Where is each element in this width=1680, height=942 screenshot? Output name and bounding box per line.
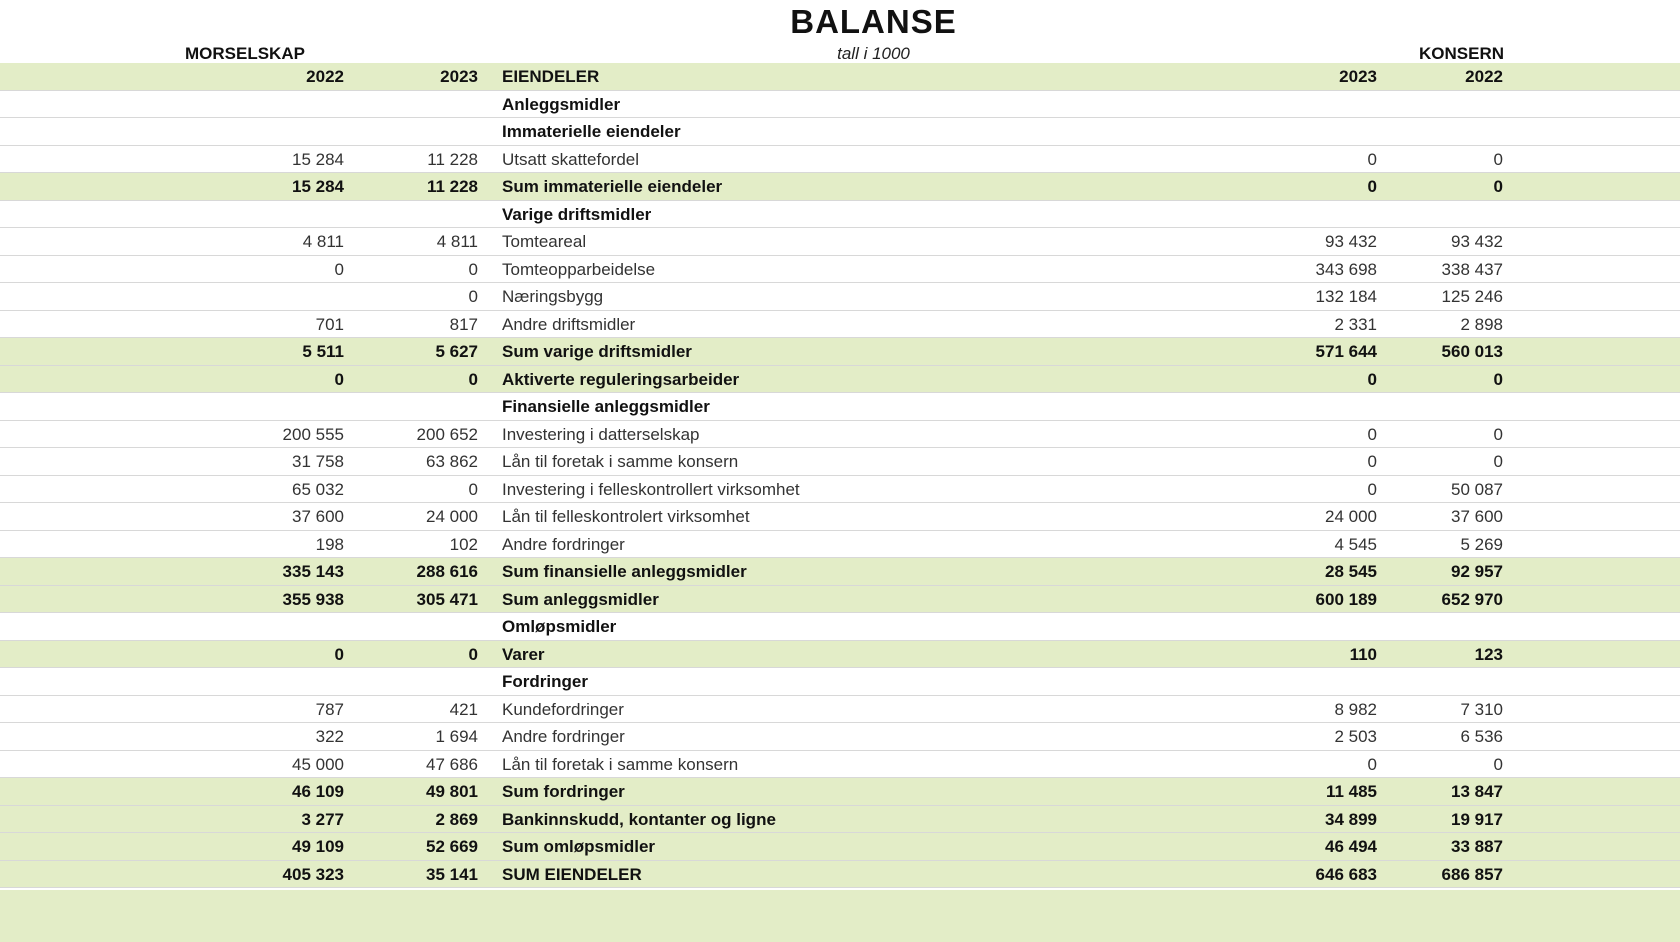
cell-konsern-2023: 11 485 xyxy=(1325,782,1377,801)
header-morselskap-2022: 2022 xyxy=(306,67,344,86)
cell-morselskap-2023: 288 616 xyxy=(416,562,478,581)
cell-konsern-2023: 343 698 xyxy=(1315,259,1377,279)
table-row xyxy=(0,311,1680,339)
cell-konsern-2023: 0 xyxy=(1367,369,1377,389)
cell-label: Immaterielle eiendeler xyxy=(502,122,681,141)
cell-morselskap-2023: 0 xyxy=(468,369,478,389)
cell-konsern-2023: 600 189 xyxy=(1315,589,1377,609)
cell-label: Sum finansielle anleggsmidler xyxy=(502,562,747,581)
cell-label: Andre fordringer xyxy=(502,534,625,554)
cell-label: Utsatt skattefordel xyxy=(502,149,640,169)
table-row xyxy=(0,228,1680,256)
table-row xyxy=(0,118,1680,146)
table-row xyxy=(0,146,1680,174)
cell-morselskap-2023: 0 xyxy=(468,259,478,279)
table-row xyxy=(0,256,1680,284)
cell-morselskap-2023: 0 xyxy=(468,479,478,499)
cell-label: Sum anleggsmidler xyxy=(502,589,659,609)
cell-morselskap-2022: 787 xyxy=(315,699,344,719)
cell-morselskap-2022: 49 109 xyxy=(292,837,344,856)
cell-konsern-2022: 0 xyxy=(1493,754,1503,774)
cell-konsern-2022: 33 887 xyxy=(1451,837,1503,856)
cell-konsern-2022: 50 087 xyxy=(1451,479,1503,499)
table-row xyxy=(0,778,1680,806)
cell-morselskap-2023: 49 801 xyxy=(426,782,478,801)
cell-morselskap-2022: 198 xyxy=(315,534,344,554)
cell-label: Lån til foretak i samme konsern xyxy=(502,452,739,471)
cell-morselskap-2022: 322 xyxy=(315,727,344,746)
cell-label: Bankinnskudd, kontanter og ligne xyxy=(502,809,776,829)
cell-konsern-2022: 0 xyxy=(1493,452,1503,471)
cell-konsern-2023: 93 432 xyxy=(1325,232,1377,251)
cell-morselskap-2023: 305 471 xyxy=(416,589,478,609)
table-row xyxy=(0,613,1680,641)
cell-label: Lån til foretak i samme konsern xyxy=(502,754,739,774)
header-konsern-2022: 2022 xyxy=(1465,67,1503,86)
cell-konsern-2022: 92 957 xyxy=(1451,562,1503,581)
cell-morselskap-2022: 46 109 xyxy=(292,782,344,801)
cell-morselskap-2022: 3 277 xyxy=(301,809,344,829)
cell-morselskap-2022: 15 284 xyxy=(292,177,344,196)
cell-konsern-2023: 0 xyxy=(1367,177,1377,196)
cell-label: Aktiverte reguleringsarbeider xyxy=(502,369,740,389)
cell-label: SUM EIENDELER xyxy=(502,864,642,884)
cell-label: Sum fordringer xyxy=(502,782,625,801)
cell-label: Finansielle anleggsmidler xyxy=(502,397,710,416)
cell-label: Investering i datterselskap xyxy=(502,424,700,444)
cell-morselskap-2022: 4 811 xyxy=(302,232,344,251)
header-morselskap-2023: 2023 xyxy=(440,67,478,86)
left-entity-label: MORSELSKAP xyxy=(185,44,305,63)
cell-label: Investering i felleskontrollert virksomhet xyxy=(502,479,800,499)
cell-morselskap-2022: 355 938 xyxy=(282,589,344,609)
cell-konsern-2023: 46 494 xyxy=(1325,837,1377,856)
table-row xyxy=(0,173,1680,201)
cell-morselskap-2022: 0 xyxy=(334,644,344,664)
cell-morselskap-2022: 0 xyxy=(334,369,344,389)
table-row xyxy=(0,696,1680,724)
cell-konsern-2022: 13 847 xyxy=(1451,782,1503,801)
cell-label: Andre fordringer xyxy=(502,727,625,746)
cell-morselskap-2023: 200 652 xyxy=(416,424,478,444)
cell-morselskap-2023: 0 xyxy=(468,287,478,306)
cell-konsern-2023: 0 xyxy=(1367,754,1377,774)
table-row xyxy=(0,833,1680,861)
table-row xyxy=(0,861,1680,889)
cell-konsern-2022: 686 857 xyxy=(1441,864,1503,884)
cell-konsern-2023: 4 545 xyxy=(1334,534,1377,554)
cell-label: Næringsbygg xyxy=(502,287,604,306)
cell-konsern-2022: 0 xyxy=(1493,369,1503,389)
cell-konsern-2022: 338 437 xyxy=(1441,259,1503,279)
cell-label: Kundefordringer xyxy=(502,699,624,719)
cell-morselskap-2022: 0 xyxy=(334,259,344,279)
cell-konsern-2023: 110 xyxy=(1349,644,1377,664)
cell-konsern-2022: 6 536 xyxy=(1460,727,1503,746)
cell-konsern-2023: 34 899 xyxy=(1325,809,1377,829)
balance-table xyxy=(0,63,1680,888)
cell-morselskap-2023: 52 669 xyxy=(426,837,478,856)
table-row xyxy=(0,448,1680,476)
cell-label: Sum varige driftsmidler xyxy=(502,342,692,361)
cell-morselskap-2022: 200 555 xyxy=(282,424,344,444)
cell-morselskap-2023: 5 627 xyxy=(435,342,478,361)
cell-konsern-2022: 2 898 xyxy=(1460,314,1503,334)
cell-label: Lån til felleskontrolert virksomhet xyxy=(502,507,750,526)
cell-morselskap-2023: 0 xyxy=(468,644,478,664)
cell-konsern-2023: 646 683 xyxy=(1315,864,1377,884)
header-label: EIENDELER xyxy=(502,67,600,86)
table-row xyxy=(0,476,1680,504)
cell-morselskap-2022: 45 000 xyxy=(292,754,344,774)
cell-label: Tomteareal xyxy=(502,232,587,251)
cell-konsern-2023: 0 xyxy=(1367,479,1377,499)
footer-band xyxy=(0,890,1680,942)
table-row xyxy=(0,503,1680,531)
cell-konsern-2023: 2 503 xyxy=(1334,727,1377,746)
cell-morselskap-2022: 405 323 xyxy=(282,864,344,884)
table-body xyxy=(0,91,1680,889)
cell-morselskap-2023: 47 686 xyxy=(426,754,478,774)
cell-label: Tomteopparbeidelse xyxy=(502,259,656,279)
table-row xyxy=(0,723,1680,751)
cell-konsern-2022: 0 xyxy=(1493,424,1503,444)
subheader-row xyxy=(0,44,1680,64)
cell-label: Fordringer xyxy=(502,672,588,691)
cell-konsern-2023: 28 545 xyxy=(1325,562,1377,581)
cell-morselskap-2022: 37 600 xyxy=(292,507,344,526)
cell-label: Varige driftsmidler xyxy=(502,204,652,224)
table-row xyxy=(0,558,1680,586)
cell-konsern-2023: 24 000 xyxy=(1325,507,1377,526)
table-row xyxy=(0,283,1680,311)
table-row xyxy=(0,91,1680,119)
cell-konsern-2022: 560 013 xyxy=(1441,342,1503,361)
cell-label: Sum omløpsmidler xyxy=(502,837,656,856)
cell-morselskap-2022: 701 xyxy=(315,314,344,334)
cell-konsern-2022: 0 xyxy=(1493,149,1503,169)
cell-morselskap-2022: 65 032 xyxy=(292,479,344,499)
cell-konsern-2022: 125 246 xyxy=(1441,287,1503,306)
cell-konsern-2023: 2 331 xyxy=(1334,314,1377,334)
table-row xyxy=(0,751,1680,779)
table-row xyxy=(0,641,1680,669)
cell-konsern-2023: 0 xyxy=(1367,424,1377,444)
right-entity-label: KONSERN xyxy=(1418,44,1504,63)
cell-label: Sum immaterielle eiendeler xyxy=(502,177,723,196)
cell-morselskap-2022: 31 758 xyxy=(292,452,344,471)
cell-morselskap-2023: 421 xyxy=(449,699,478,719)
cell-label: Anleggsmidler xyxy=(502,94,621,114)
cell-konsern-2023: 0 xyxy=(1367,452,1377,471)
cell-label: Omløpsmidler xyxy=(502,617,617,636)
cell-konsern-2022: 7 310 xyxy=(1460,699,1503,719)
header-konsern-2023: 2023 xyxy=(1339,67,1377,86)
cell-konsern-2023: 0 xyxy=(1367,149,1377,169)
cell-konsern-2022: 19 917 xyxy=(1451,809,1503,829)
table-row xyxy=(0,668,1680,696)
cell-label: Andre driftsmidler xyxy=(502,314,636,334)
cell-morselskap-2023: 11 228 xyxy=(427,149,478,169)
cell-konsern-2022: 0 xyxy=(1493,177,1503,196)
table-row xyxy=(0,201,1680,229)
cell-morselskap-2023: 1 694 xyxy=(435,727,478,746)
table-row xyxy=(0,806,1680,834)
table-row xyxy=(0,338,1680,366)
table-row xyxy=(0,531,1680,559)
cell-morselskap-2022: 5 511 xyxy=(302,342,344,361)
cell-konsern-2022: 93 432 xyxy=(1451,232,1503,251)
page-title: BALANSE xyxy=(790,3,957,40)
cell-konsern-2022: 37 600 xyxy=(1451,507,1503,526)
cell-konsern-2022: 5 269 xyxy=(1460,534,1503,554)
cell-label: Varer xyxy=(502,644,545,664)
cell-morselskap-2022: 335 143 xyxy=(282,562,344,581)
table-header-row xyxy=(0,63,1680,91)
table-row xyxy=(0,421,1680,449)
cell-konsern-2023: 8 982 xyxy=(1334,699,1377,719)
cell-morselskap-2023: 2 869 xyxy=(435,809,478,829)
cell-morselskap-2023: 817 xyxy=(449,314,478,334)
cell-morselskap-2023: 4 811 xyxy=(436,232,478,251)
unit-note: tall i 1000 xyxy=(837,44,910,63)
cell-morselskap-2023: 102 xyxy=(449,534,478,554)
cell-morselskap-2023: 35 141 xyxy=(426,864,478,884)
cell-konsern-2023: 571 644 xyxy=(1315,342,1377,361)
cell-morselskap-2023: 11 228 xyxy=(426,177,478,196)
cell-morselskap-2022: 15 284 xyxy=(292,149,344,169)
cell-morselskap-2023: 24 000 xyxy=(426,507,478,526)
table-row xyxy=(0,586,1680,614)
cell-konsern-2022: 652 970 xyxy=(1441,589,1503,609)
table-row xyxy=(0,366,1680,394)
cell-konsern-2022: 123 xyxy=(1474,644,1503,664)
cell-konsern-2023: 132 184 xyxy=(1315,287,1377,306)
cell-morselskap-2023: 63 862 xyxy=(426,452,478,471)
table-row xyxy=(0,393,1680,421)
